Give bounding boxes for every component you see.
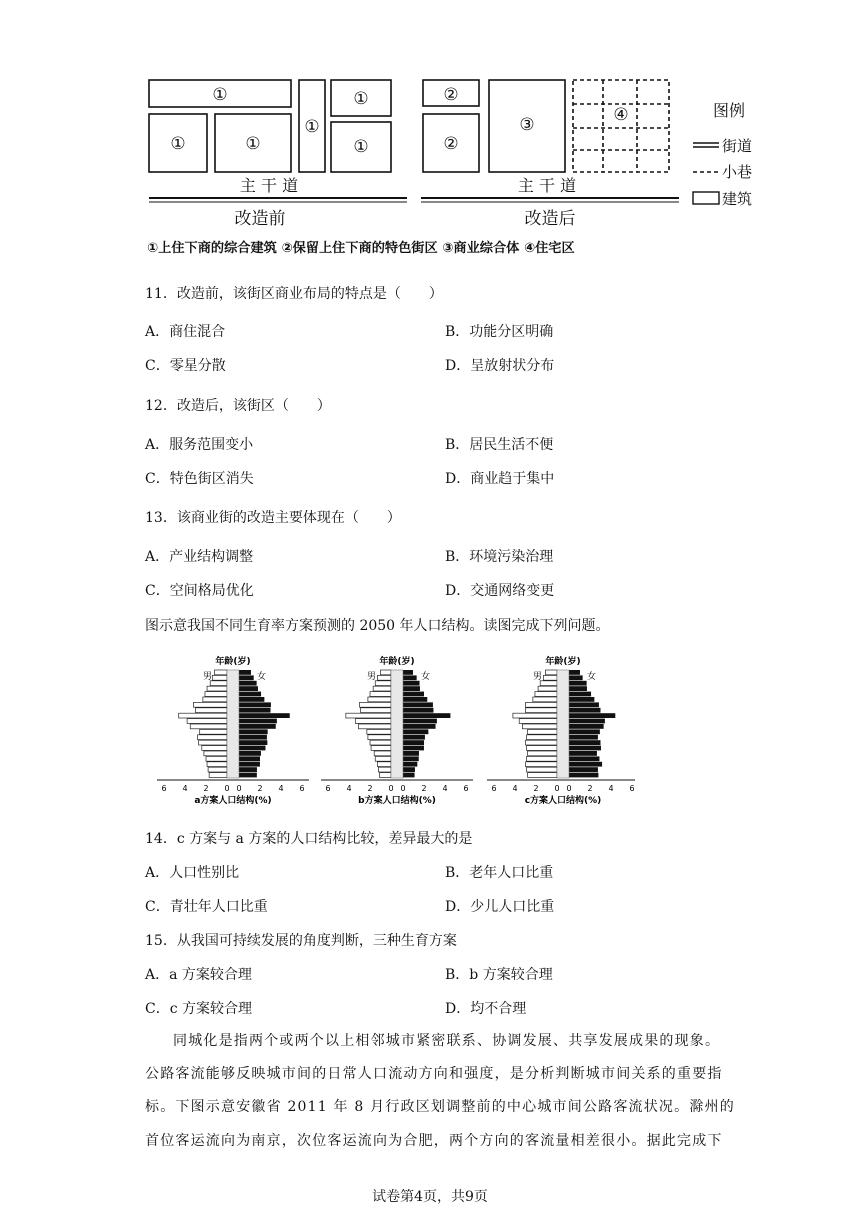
female-bar — [403, 713, 450, 718]
paragraph-line: 同城化是指两个或两个以上相邻城市紧密联系、协调发展、共享发展成果的现象。 — [173, 1033, 721, 1049]
pyramid-a — [157, 655, 309, 806]
male-bar — [355, 719, 391, 724]
q11-option-d: D．呈放射状分布 — [445, 358, 555, 374]
road-label-before: 主 干 道 — [239, 176, 299, 195]
female-bar — [239, 719, 277, 724]
female-bar — [569, 746, 601, 751]
tick-label: 4 — [608, 784, 614, 793]
female-bar — [403, 762, 417, 767]
pyramid-caption: a方案人口结构(%) — [194, 796, 272, 806]
q15-option-c: C．c 方案较合理 — [145, 1001, 253, 1017]
female-bar — [403, 729, 428, 734]
male-bar — [519, 719, 557, 724]
q14-option-c: C．青壮年人口比重 — [145, 899, 268, 915]
q11-option-a: A．商住混合 — [145, 324, 226, 340]
q12-option-a: A．服务范围变小 — [145, 437, 254, 453]
tick-label: 2 — [533, 784, 539, 793]
female-label: 女 — [587, 672, 597, 682]
q13-option-c: C．空间格局优化 — [145, 583, 254, 599]
legend — [693, 101, 752, 208]
male-bar — [375, 756, 391, 761]
female-bar — [403, 751, 419, 756]
female-bar — [239, 686, 258, 691]
tick-label: 4 — [346, 784, 352, 793]
female-bar — [569, 681, 587, 686]
female-bar — [403, 724, 436, 729]
female-label: 女 — [257, 672, 267, 682]
male-bar — [377, 675, 391, 680]
pyramid-caption: b方案人口结构(%) — [358, 796, 436, 806]
female-bar — [569, 697, 594, 702]
male-bar — [371, 746, 391, 751]
q15-option-a: A．a 方案较合理 — [145, 967, 252, 983]
male-bar — [212, 675, 227, 680]
male-bar — [370, 692, 391, 697]
male-bar — [190, 724, 227, 729]
intro-population: 图示意我国不同生育率方案预测的 2050 年人口结构。读图完成下列问题。 — [145, 618, 610, 634]
female-bar — [569, 756, 599, 761]
male-bar — [187, 719, 227, 724]
female-bar — [569, 670, 580, 675]
male-bar — [545, 670, 557, 675]
male-bar — [377, 762, 391, 767]
male-bar — [381, 670, 392, 675]
male-bar — [193, 702, 227, 707]
male-bar — [360, 702, 392, 707]
block-label: ① — [170, 134, 186, 154]
male-bar — [370, 740, 391, 745]
male-bar — [368, 735, 391, 740]
male-bar — [358, 724, 391, 729]
figure-key: ①上住下商的综合建筑 ②保留上住下商的特色街区 ③商业综合体 ④住宅区 — [147, 241, 575, 256]
female-bar — [569, 702, 599, 707]
male-bar — [209, 773, 227, 778]
female-bar — [239, 773, 257, 778]
tick-label: 6 — [325, 784, 331, 793]
male-bar — [214, 670, 227, 675]
q15-option-b: B．b 方案较合理 — [445, 967, 553, 983]
female-bar — [403, 746, 424, 751]
tick-label: 6 — [299, 784, 305, 793]
tick-label: 0 — [224, 784, 230, 793]
tick-label: 0 — [388, 784, 394, 793]
q12-option-b: B．居民生活不便 — [445, 437, 554, 453]
female-bar — [403, 692, 424, 697]
male-bar — [204, 751, 227, 756]
female-bar — [569, 735, 598, 740]
female-bar — [403, 735, 425, 740]
tick-label: 6 — [629, 784, 635, 793]
age-label: 年龄(岁) — [215, 657, 251, 667]
male-bar — [198, 735, 227, 740]
block-label: ① — [353, 89, 369, 109]
male-bar — [378, 767, 391, 772]
paragraph-line: 首位客运流向为南京，次位客运流向为合肥，两个方向的客流量相差很小。据此完成下 — [145, 1133, 723, 1149]
female-bar — [403, 740, 424, 745]
q11-option-b: B．功能分区明确 — [445, 324, 554, 340]
male-bar — [199, 740, 227, 745]
male-label: 男 — [203, 672, 213, 682]
female-bar — [569, 675, 583, 680]
female-bar — [239, 675, 254, 680]
female-bar — [403, 681, 420, 686]
male-bar — [526, 740, 558, 745]
tick-label: 0 — [554, 784, 560, 793]
male-bar — [368, 697, 391, 702]
q15-stem: 15．从我国可持续发展的角度判断，三种生育方案 — [145, 933, 457, 949]
tick-label: 6 — [491, 784, 497, 793]
male-bar — [527, 735, 557, 740]
male-bar — [373, 686, 391, 691]
tick-label: 0 — [236, 784, 242, 793]
male-bar — [210, 681, 227, 686]
q13-option-a: A．产业结构调整 — [145, 549, 254, 565]
male-bar — [527, 767, 557, 772]
male-bar — [196, 708, 228, 713]
male-bar — [528, 751, 557, 756]
block-label: ① — [353, 137, 369, 157]
male-bar — [207, 762, 227, 767]
block-label: ① — [245, 134, 261, 154]
female-bar — [403, 697, 427, 702]
block-label: ③ — [519, 115, 535, 135]
female-bar — [569, 740, 601, 745]
female-bar — [569, 713, 615, 718]
male-bar — [535, 692, 557, 697]
female-label: 女 — [421, 672, 431, 682]
tick-label: 4 — [442, 784, 448, 793]
male-bar — [375, 681, 391, 686]
female-bar — [569, 708, 601, 713]
male-bar — [533, 697, 557, 702]
legend-item-street: 街道 — [722, 137, 753, 155]
female-bar — [403, 708, 433, 713]
male-bar — [203, 697, 227, 702]
pyramid-caption: c方案人口结构(%) — [524, 796, 602, 806]
q13-option-d: D．交通网络变更 — [445, 583, 555, 599]
female-bar — [239, 762, 260, 767]
pyramid-b — [321, 655, 473, 806]
female-bar — [569, 692, 591, 697]
male-bar — [200, 729, 227, 734]
female-bar — [403, 756, 419, 761]
tick-label: 2 — [367, 784, 373, 793]
road-label-after: 主 干 道 — [517, 176, 577, 195]
male-bar — [179, 713, 227, 718]
legend-item-alley: 小巷 — [722, 163, 753, 181]
tick-label: 0 — [566, 784, 572, 793]
male-bar — [522, 724, 557, 729]
male-bar — [202, 746, 227, 751]
block-label: ④ — [613, 105, 629, 125]
male-bar — [527, 746, 557, 751]
male-bar — [205, 692, 227, 697]
male-bar — [526, 708, 558, 713]
tick-label: 2 — [587, 784, 593, 793]
female-bar — [239, 702, 271, 707]
tick-label: 4 — [278, 784, 284, 793]
q12-stem: 12．改造后，该街区（ ） — [145, 398, 331, 414]
block-label: ② — [443, 85, 459, 105]
male-bar — [207, 686, 227, 691]
tick-label: 0 — [400, 784, 406, 793]
tick-label: 6 — [463, 784, 469, 793]
male-bar — [206, 756, 227, 761]
male-bar — [374, 751, 391, 756]
male-bar — [526, 762, 558, 767]
street-redevelopment-diagram — [145, 74, 765, 260]
tick-label: 2 — [421, 784, 427, 793]
male-bar — [527, 756, 557, 761]
female-bar — [403, 719, 437, 724]
pyramid-c — [487, 655, 635, 806]
female-bar — [239, 767, 257, 772]
male-bar — [208, 767, 227, 772]
female-bar — [239, 724, 276, 729]
q14-option-a: A．人口性别比 — [145, 865, 240, 881]
tick-label: 6 — [161, 784, 167, 793]
male-bar — [361, 708, 391, 713]
female-bar — [239, 670, 251, 675]
female-bar — [239, 735, 267, 740]
female-bar — [239, 729, 268, 734]
male-bar — [346, 713, 391, 718]
paragraph-line: 公路客流能够反映城市间的日常人口流动方向和强度，是分析判断城市间关系的重要指 — [145, 1066, 723, 1082]
q15-option-d: D．均不合理 — [445, 1001, 527, 1017]
female-bar — [239, 746, 265, 751]
tick-label: 2 — [203, 784, 209, 793]
female-bar — [239, 708, 271, 713]
male-bar — [528, 729, 557, 734]
age-column — [227, 670, 239, 778]
tick-label: 4 — [182, 784, 188, 793]
tick-label: 2 — [257, 784, 263, 793]
age-column — [557, 670, 569, 778]
male-label: 男 — [533, 672, 543, 682]
female-bar — [239, 713, 290, 718]
female-bar — [239, 697, 264, 702]
population-pyramids — [145, 650, 635, 810]
caption-after: 改造后 — [524, 209, 576, 229]
female-bar — [569, 773, 598, 778]
female-bar — [569, 719, 605, 724]
female-bar — [239, 740, 267, 745]
block-label: ② — [443, 134, 459, 154]
q13-stem: 13．该商业街的改造主要体现在（ ） — [145, 510, 401, 526]
page-footer: 试卷第4页，共9页 — [372, 1189, 488, 1205]
female-bar — [403, 675, 417, 680]
male-bar — [367, 729, 391, 734]
block-label: ① — [304, 117, 320, 137]
block-label: ① — [212, 85, 228, 105]
age-column — [391, 670, 403, 778]
male-bar — [513, 713, 557, 718]
female-bar — [403, 767, 415, 772]
female-bar — [403, 670, 413, 675]
female-bar — [569, 724, 604, 729]
female-bar — [239, 751, 261, 756]
legend-item-building: 建筑 — [722, 190, 753, 208]
q13-option-b: B．环境污染治理 — [445, 549, 554, 565]
male-bar — [538, 686, 557, 691]
female-bar — [569, 751, 597, 756]
male-bar — [526, 702, 558, 707]
female-bar — [239, 756, 260, 761]
q14-stem: 14．c 方案与 a 方案的人口结构比较，差异最大的是 — [145, 831, 473, 847]
female-bar — [569, 767, 598, 772]
q12-option-d: D．商业趋于集中 — [445, 471, 555, 487]
female-bar — [403, 773, 415, 778]
paragraph-line: 标。下图示意安徽省 2011 年 8 月行政区划调整前的中心城市间公路客流状况。滁州的 — [145, 1099, 735, 1115]
male-bar — [540, 681, 557, 686]
caption-before: 改造前 — [234, 209, 286, 229]
male-label: 男 — [367, 672, 377, 682]
q14-option-d: D．少儿人口比重 — [445, 899, 555, 915]
female-bar — [403, 702, 433, 707]
age-label: 年龄(岁) — [379, 657, 415, 667]
female-bar — [569, 762, 602, 767]
male-bar — [543, 675, 557, 680]
female-bar — [239, 692, 261, 697]
female-bar — [569, 729, 600, 734]
female-bar — [403, 686, 420, 691]
female-bar — [569, 686, 587, 691]
q11-option-c: C．零星分散 — [145, 358, 226, 374]
male-bar — [379, 773, 391, 778]
q14-option-b: B．老年人口比重 — [445, 865, 554, 881]
q12-option-c: C．特色街区消失 — [145, 471, 254, 487]
male-bar — [528, 773, 557, 778]
q11-stem: 11．改造前，该街区商业布局的特点是（ ） — [145, 286, 443, 302]
legend-title: 图例 — [712, 101, 746, 120]
female-bar — [239, 681, 257, 686]
tick-label: 4 — [512, 784, 518, 793]
age-label: 年龄(岁) — [545, 657, 581, 667]
